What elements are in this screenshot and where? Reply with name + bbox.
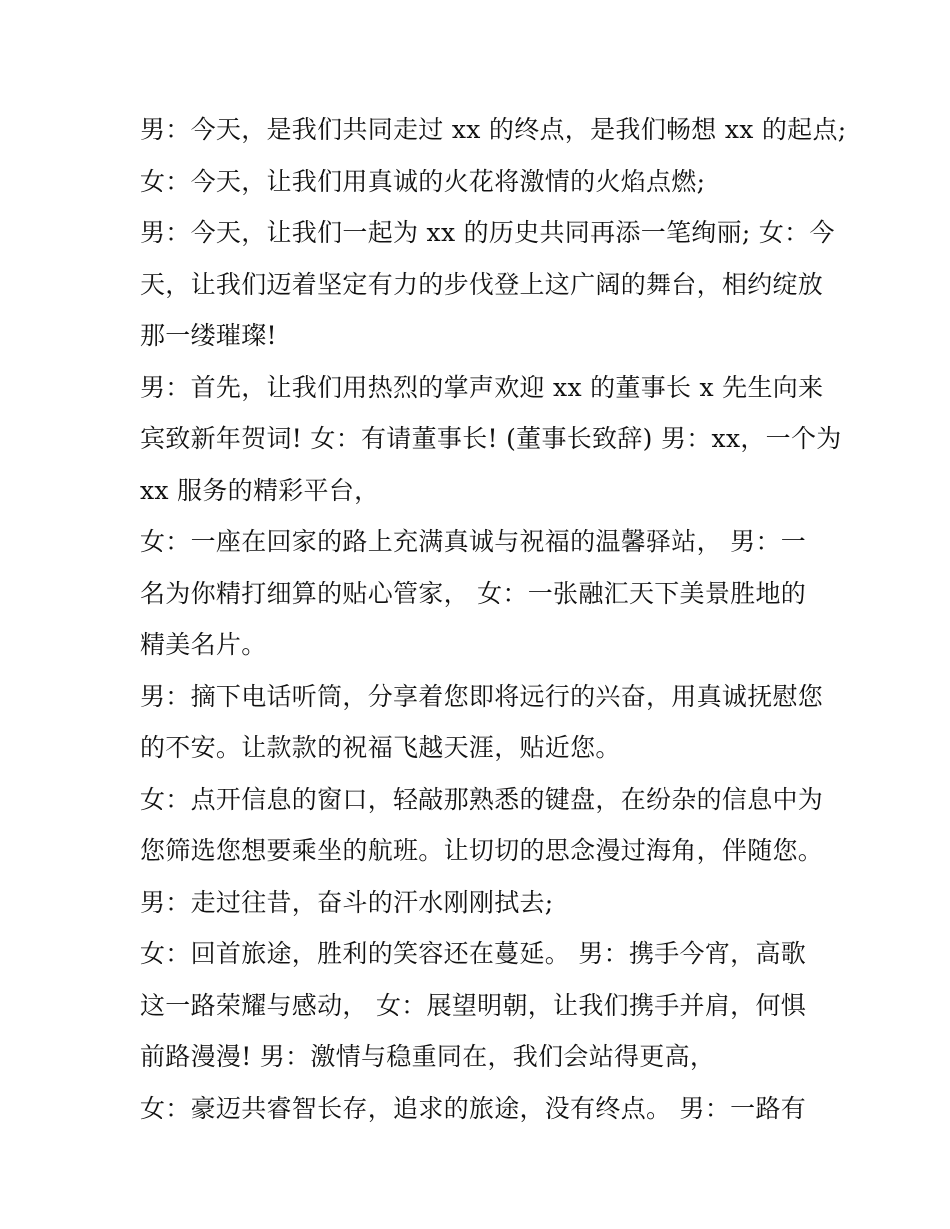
text-line: 精美名片。 xyxy=(140,630,267,659)
text-line: 您筛选您想要乘坐的航班。让切切的思念漫过海角，伴随您。 xyxy=(140,836,824,865)
text-line: 男：走过往昔，奋斗的汗水刚刚拭去; xyxy=(140,887,554,917)
text-line: 名为你精打细算的贴心管家， 女：一张融汇天下美景胜地的 xyxy=(140,578,807,608)
text-line: 的不安。让款款的祝福飞越天涯，贴近您。 xyxy=(140,733,621,762)
text-line: 这一路荣耀与感动， 女：展望明朝，让我们携手并肩，何惧 xyxy=(140,990,807,1020)
text-line: 女：一座在回家的路上充满真诚与祝福的温馨驿站， 男：一 xyxy=(140,527,807,556)
text-line: 男：今天，是我们共同走过 xx 的终点，是我们畅想 xx 的起点; xyxy=(140,115,847,144)
text-line: 天，让我们迈着坚定有力的步伐登上这广阔的舞台，相约绽放 xyxy=(140,269,824,299)
text-line: xx 服务的精彩平台， xyxy=(140,475,380,505)
text-line: 前路漫漫! 男：激情与稳重同在，我们会站得更高， xyxy=(140,1042,716,1071)
text-line: 男：今天，让我们一起为 xx 的历史共同再添一笔绚丽; 女：今 xyxy=(140,218,835,247)
text-line: 女：点开信息的窗口，轻敲那熟悉的键盘，在纷杂的信息中为 xyxy=(140,784,824,814)
text-line: 女：豪迈共睿智长存，追求的旅途，没有终点。 男：一路有 xyxy=(140,1093,807,1123)
text-line: 男：首先，让我们用热烈的掌声欢迎 xx 的董事长 x 先生向来 xyxy=(140,372,824,402)
text-line: 女：今天，让我们用真诚的火花将激情的火焰点燃; xyxy=(140,166,706,196)
document-body xyxy=(140,104,847,1134)
text-line: 宾致新年贺词! 女：有请董事长! (董事长致辞) 男：xx，一个为 xyxy=(140,424,842,453)
text-line: 女：回首旅途，胜利的笑容还在蔓延。 男：携手今宵，高歌 xyxy=(140,939,807,968)
text-line: 男：摘下电话听筒，分享着您即将远行的兴奋，用真诚抚慰您 xyxy=(140,681,824,711)
text-line: 那一缕璀璨! xyxy=(140,321,277,350)
